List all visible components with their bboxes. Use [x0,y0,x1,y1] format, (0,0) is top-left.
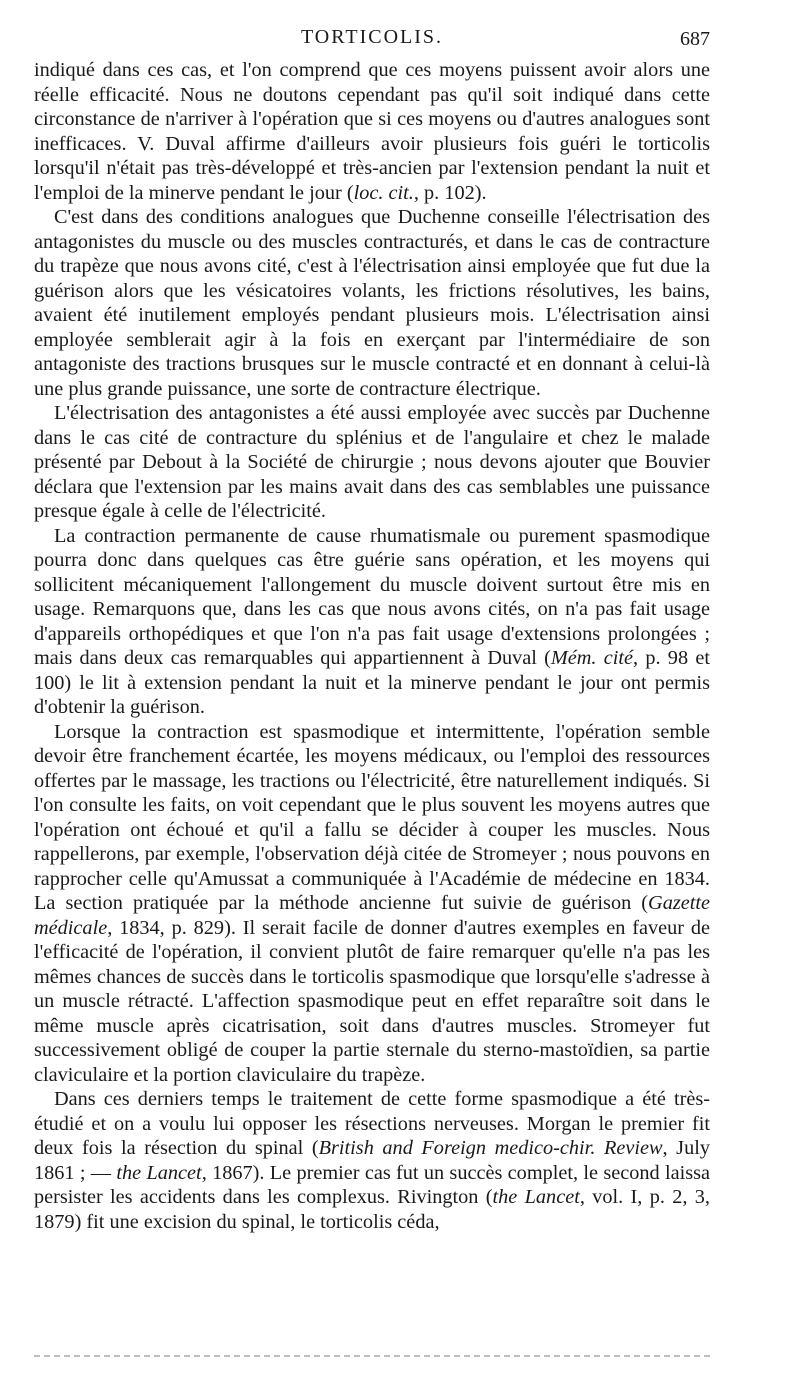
paragraph [34,1087,710,1234]
paragraph-text: C'est dans des conditions analogues que Duchenne conseille l'électrisation des antagonistes du muscle ou des muscles contracturés, et dans le cas de contracture du trapèze que nous avons cité, c'est à l'électrisation ainsi employée que fut due la guérison alors que les vésicatoires volants, les frictions résolutives, les bains, avaient été inutilement employés pendant plusieurs mois. L'électrisation ainsi employée semblerait agir à la fois en exerçant par l'intermédiaire de son antagoniste des tractions brusques sur le muscle contracté et en donnant à celui-là une plus grande puissance, une sorte de contracture électrique. [34,206,710,400]
paragraph-text: , 1867). Le premier cas fut un succès complet, le second laissa persister les accidents dans les complexus. Rivington ( [34,1161,710,1208]
paragraph-text: , vol. I, p. 2, 3, 1879) fit une excision du spinal, le torticolis céda, [34,1186,711,1233]
running-title: TORTICOLIS. [300,26,444,48]
page-number: 687 [680,28,710,50]
citation-text: the Lancet [492,1186,580,1208]
paragraph-text: Lorsque la contraction est spasmodique et intermittente, l'opération semble devoir être franchement écartée, les moyens médicaux, ou l'emploi des ressources offertes par le massage, les tractions ou l'électricité, être naturellement indiqués. Si l'on consulte les faits, on voit cependant que le plus souvent les moyens autres que l'opération ont échoué et qu'il a fallu se décider à couper les muscles. Nous rappellerons, par exemple, l'observation déjà citée de Stromeyer ; nous pouvons en rapprocher celle qu'Amussat a communiquée à l'Académie de médecine en 1834. La section pratiquée par la méthode ancienne fut suivie de guérison ( [34,720,710,914]
citation-text: British and Foreign medico-chir. Review [318,1137,663,1159]
paragraph-text: La contraction permanente de cause rhumatismale ou purement spasmodique pourra donc dans quelques cas être guérie sans opération, et les moyens qui sollicitent mécaniquement l'allongement du muscle doivent surtout être mis en usage. Remarquons que, dans les cas que nous avons cités, on n'a pas fait usage d'appareils orthopédiques et que l'on n'a pas fait usage d'extensions prolongées ; mais dans deux cas remarquables qui appartiennent à Duval ( [34,524,710,669]
paragraph-text: , p. 98 et 100) le lit à extension pendant la nuit et la minerve pendant le jour ont permis d'obtenir la guérison. [34,647,710,718]
running-head [34,26,710,56]
footer-rule [34,1355,710,1357]
paragraph [34,205,710,401]
paragraph [34,720,710,1088]
paragraph [34,401,710,524]
paragraph-text: , July 1861 ; — [34,1137,710,1184]
paragraph-text: L'électrisation des antagonistes a été aussi employée avec succès par Duchenne dans le cas cité de contracture du splénius et de l'angulaire et chez le malade présenté par Debout à la Société de chirurgie ; nous devons ajouter que Bouvier déclara que l'extension par les mains avait dans des cas semblables une puissance presque égale à celle de l'électricité. [34,402,710,522]
citation-text: Mém. cité [550,647,634,669]
citation-text: Gazette médicale [34,892,710,939]
paragraph-text: , 1834, p. 829). Il serait facile de donner d'autres exemples en faveur de l'efficacité de l'opération, il convient plutôt de faire remarquer qu'elle n'a pas les mêmes chances de succès dans le torticolis spasmodique que lorsqu'elle s'adresse à un muscle rétracté. L'affection spasmodique peut en effet reparaître soit dans le même muscle après cicatrisation, soit dans d'autres muscles. Stromeyer fut successivement obligé de couper la partie sternale du sterno-mastoïdien, sa partie claviculaire et la portion claviculaire du trapèze. [34,916,710,1086]
paragraph [34,524,710,720]
paragraph-text: indiqué dans ces cas, et l'on comprend que ces moyens puissent avoir alors une réelle efficacité. Nous ne doutons cependant pas qu'il soit indiqué dans cette circonstance de n'arriver à l'opération que si ces moyens ou d'autres analogues sont inefficaces. V. Duval affirme d'ailleurs avoir plusieurs fois guéri le torticolis lorsqu'il n'était pas très-développé et très-ancien par l'extension pendant la nuit et l'emploi de la minerve pendant le jour ( [34,59,710,204]
paragraph [34,58,710,205]
body-text [34,58,710,1234]
paragraph-text: Dans ces derniers temps le traitement de cette forme spasmodique a été très-étudié et on a voulu lui opposer les résections nerveuses. Morgan le premier fit deux fois la résection du spinal ( [34,1088,710,1159]
paragraph-text: , p. 102). [413,181,487,204]
citation-text: loc. cit. [353,181,414,204]
citation-text: the Lancet [116,1161,202,1184]
